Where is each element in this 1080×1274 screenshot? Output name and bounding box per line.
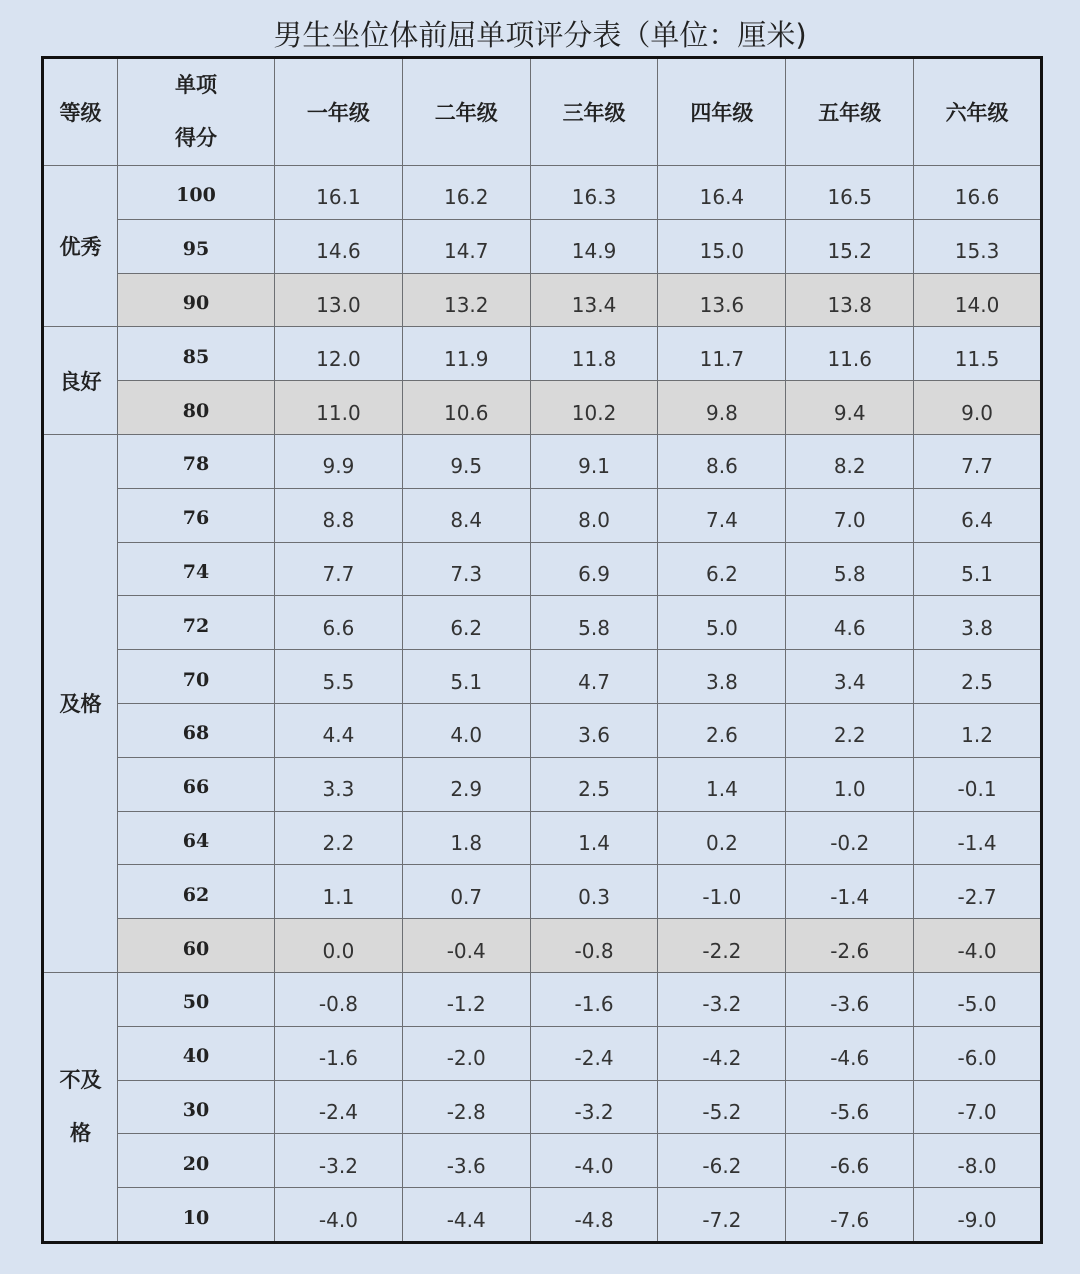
value-cell-grade-1: 6.6 (275, 596, 403, 650)
table-row (43, 1026, 1042, 1080)
value-cell-grade-4: 7.4 (658, 488, 786, 542)
value-cell-grade-6: 9.0 (914, 381, 1042, 435)
value-cell-grade-2: 8.4 (402, 488, 530, 542)
score-cell: 64 (118, 811, 275, 865)
value-cell-grade-3: 4.7 (530, 650, 658, 704)
table-row (43, 811, 1042, 865)
header-score-line2: 得分 (175, 126, 217, 150)
value-cell-grade-6: 6.4 (914, 488, 1042, 542)
header-grade-5: 五年级 (786, 58, 914, 166)
value-cell-grade-2: -2.8 (402, 1080, 530, 1134)
table-row (43, 1080, 1042, 1134)
value-cell-grade-5: 4.6 (786, 596, 914, 650)
value-cell-grade-4: -7.2 (658, 1188, 786, 1243)
level-pass: 及格 (43, 434, 118, 972)
score-cell: 80 (118, 381, 275, 435)
score-cell: 72 (118, 596, 275, 650)
value-cell-grade-2: 0.7 (402, 865, 530, 919)
value-cell-grade-5: 11.6 (786, 327, 914, 381)
value-cell-grade-1: 0.0 (275, 919, 403, 973)
value-cell-grade-3: 2.5 (530, 757, 658, 811)
table-row (43, 219, 1042, 273)
value-cell-grade-6: -5.0 (914, 972, 1042, 1026)
value-cell-grade-5: -0.2 (786, 811, 914, 865)
value-cell-grade-1: -2.4 (275, 1080, 403, 1134)
value-cell-grade-4: 3.8 (658, 650, 786, 704)
value-cell-grade-3: -4.8 (530, 1188, 658, 1243)
value-cell-grade-5: -3.6 (786, 972, 914, 1026)
value-cell-grade-6: 15.3 (914, 219, 1042, 273)
score-cell: 50 (118, 972, 275, 1026)
value-cell-grade-5: 1.0 (786, 757, 914, 811)
value-cell-grade-1: 3.3 (275, 757, 403, 811)
value-cell-grade-1: 13.0 (275, 273, 403, 327)
value-cell-grade-6: 14.0 (914, 273, 1042, 327)
level-fail-line2: 格 (70, 1120, 91, 1145)
table-row (43, 757, 1042, 811)
value-cell-grade-4: -1.0 (658, 865, 786, 919)
value-cell-grade-5: -1.4 (786, 865, 914, 919)
value-cell-grade-4: -6.2 (658, 1134, 786, 1188)
value-cell-grade-1: -3.2 (275, 1134, 403, 1188)
score-cell: 70 (118, 650, 275, 704)
score-cell: 20 (118, 1134, 275, 1188)
table-row (43, 865, 1042, 919)
value-cell-grade-3: 10.2 (530, 381, 658, 435)
value-cell-grade-3: 8.0 (530, 488, 658, 542)
value-cell-grade-2: 11.9 (402, 327, 530, 381)
value-cell-grade-1: 8.8 (275, 488, 403, 542)
score-cell: 40 (118, 1026, 275, 1080)
score-cell: 74 (118, 542, 275, 596)
table-row (43, 972, 1042, 1026)
header-grade-4: 四年级 (658, 58, 786, 166)
value-cell-grade-6: -4.0 (914, 919, 1042, 973)
value-cell-grade-6: -1.4 (914, 811, 1042, 865)
score-cell: 30 (118, 1080, 275, 1134)
value-cell-grade-3: -2.4 (530, 1026, 658, 1080)
value-cell-grade-2: 5.1 (402, 650, 530, 704)
level-fail-line1: 不及 (59, 1067, 102, 1092)
value-cell-grade-2: 2.9 (402, 757, 530, 811)
header-score (118, 58, 275, 166)
value-cell-grade-6: 16.6 (914, 166, 1042, 220)
value-cell-grade-6: -7.0 (914, 1080, 1042, 1134)
value-cell-grade-1: 12.0 (275, 327, 403, 381)
value-cell-grade-5: 8.2 (786, 434, 914, 488)
value-cell-grade-4: -3.2 (658, 972, 786, 1026)
value-cell-grade-4: 15.0 (658, 219, 786, 273)
value-cell-grade-2: 6.2 (402, 596, 530, 650)
value-cell-grade-5: 9.4 (786, 381, 914, 435)
table-row (43, 434, 1042, 488)
value-cell-grade-3: 5.8 (530, 596, 658, 650)
value-cell-grade-6: 1.2 (914, 703, 1042, 757)
level-fail (43, 972, 118, 1242)
value-cell-grade-6: -9.0 (914, 1188, 1042, 1243)
value-cell-grade-3: 1.4 (530, 811, 658, 865)
score-cell: 76 (118, 488, 275, 542)
header-level: 等级 (43, 58, 118, 166)
value-cell-grade-6: 5.1 (914, 542, 1042, 596)
value-cell-grade-4: 1.4 (658, 757, 786, 811)
value-cell-grade-3: 13.4 (530, 273, 658, 327)
value-cell-grade-1: 1.1 (275, 865, 403, 919)
table-row (43, 488, 1042, 542)
value-cell-grade-3: -0.8 (530, 919, 658, 973)
table-row (43, 650, 1042, 704)
value-cell-grade-5: -4.6 (786, 1026, 914, 1080)
value-cell-grade-3: 3.6 (530, 703, 658, 757)
value-cell-grade-6: -0.1 (914, 757, 1042, 811)
value-cell-grade-5: 2.2 (786, 703, 914, 757)
value-cell-grade-2: -1.2 (402, 972, 530, 1026)
value-cell-grade-2: 14.7 (402, 219, 530, 273)
score-cell: 10 (118, 1188, 275, 1243)
value-cell-grade-4: 11.7 (658, 327, 786, 381)
header-grade-2: 二年级 (402, 58, 530, 166)
value-cell-grade-3: 14.9 (530, 219, 658, 273)
value-cell-grade-1: -0.8 (275, 972, 403, 1026)
value-cell-grade-3: 6.9 (530, 542, 658, 596)
value-cell-grade-6: 2.5 (914, 650, 1042, 704)
table-row (43, 596, 1042, 650)
value-cell-grade-3: 9.1 (530, 434, 658, 488)
header-score-line1: 单项 (175, 73, 217, 97)
value-cell-grade-4: -5.2 (658, 1080, 786, 1134)
value-cell-grade-2: -0.4 (402, 919, 530, 973)
value-cell-grade-4: -2.2 (658, 919, 786, 973)
table-row (43, 703, 1042, 757)
value-cell-grade-6: 3.8 (914, 596, 1042, 650)
value-cell-grade-4: 5.0 (658, 596, 786, 650)
table-row (43, 542, 1042, 596)
value-cell-grade-2: 16.2 (402, 166, 530, 220)
header-grade-3: 三年级 (530, 58, 658, 166)
value-cell-grade-2: 13.2 (402, 273, 530, 327)
value-cell-grade-3: -1.6 (530, 972, 658, 1026)
level-excellent: 优秀 (43, 166, 118, 327)
level-good: 良好 (43, 327, 118, 435)
value-cell-grade-5: -7.6 (786, 1188, 914, 1243)
value-cell-grade-5: -2.6 (786, 919, 914, 973)
value-cell-grade-1: 9.9 (275, 434, 403, 488)
value-cell-grade-2: 4.0 (402, 703, 530, 757)
table-row (43, 1188, 1042, 1243)
value-cell-grade-3: 11.8 (530, 327, 658, 381)
value-cell-grade-1: 5.5 (275, 650, 403, 704)
value-cell-grade-4: 0.2 (658, 811, 786, 865)
value-cell-grade-1: 4.4 (275, 703, 403, 757)
value-cell-grade-3: -3.2 (530, 1080, 658, 1134)
score-cell: 78 (118, 434, 275, 488)
value-cell-grade-1: 7.7 (275, 542, 403, 596)
value-cell-grade-3: -4.0 (530, 1134, 658, 1188)
value-cell-grade-5: 13.8 (786, 273, 914, 327)
page-title: 男生坐位体前屈单项评分表（单位：厘米) (273, 18, 807, 52)
value-cell-grade-1: 2.2 (275, 811, 403, 865)
table-row (43, 273, 1042, 327)
value-cell-grade-5: 7.0 (786, 488, 914, 542)
value-cell-grade-1: 16.1 (275, 166, 403, 220)
value-cell-grade-5: 15.2 (786, 219, 914, 273)
value-cell-grade-5: 16.5 (786, 166, 914, 220)
value-cell-grade-3: 16.3 (530, 166, 658, 220)
value-cell-grade-4: 6.2 (658, 542, 786, 596)
score-cell: 66 (118, 757, 275, 811)
table-row (43, 1134, 1042, 1188)
score-cell: 100 (118, 166, 275, 220)
value-cell-grade-6: -8.0 (914, 1134, 1042, 1188)
value-cell-grade-5: 5.8 (786, 542, 914, 596)
value-cell-grade-6: -6.0 (914, 1026, 1042, 1080)
value-cell-grade-6: 11.5 (914, 327, 1042, 381)
value-cell-grade-4: 9.8 (658, 381, 786, 435)
header-grade-1: 一年级 (275, 58, 403, 166)
header-row (43, 58, 1042, 166)
value-cell-grade-2: -2.0 (402, 1026, 530, 1080)
value-cell-grade-5: -6.6 (786, 1134, 914, 1188)
value-cell-grade-4: 2.6 (658, 703, 786, 757)
value-cell-grade-4: -4.2 (658, 1026, 786, 1080)
score-cell: 60 (118, 919, 275, 973)
header-grade-6: 六年级 (914, 58, 1042, 166)
value-cell-grade-6: -2.7 (914, 865, 1042, 919)
scoring-table (41, 56, 1043, 1244)
value-cell-grade-1: 14.6 (275, 219, 403, 273)
value-cell-grade-1: -4.0 (275, 1188, 403, 1243)
value-cell-grade-1: -1.6 (275, 1026, 403, 1080)
table-row (43, 327, 1042, 381)
table-row (43, 381, 1042, 435)
table-row (43, 919, 1042, 973)
value-cell-grade-6: 7.7 (914, 434, 1042, 488)
score-cell: 90 (118, 273, 275, 327)
value-cell-grade-5: -5.6 (786, 1080, 914, 1134)
value-cell-grade-2: 7.3 (402, 542, 530, 596)
value-cell-grade-2: 10.6 (402, 381, 530, 435)
value-cell-grade-2: -3.6 (402, 1134, 530, 1188)
value-cell-grade-2: -4.4 (402, 1188, 530, 1243)
value-cell-grade-4: 16.4 (658, 166, 786, 220)
value-cell-grade-2: 9.5 (402, 434, 530, 488)
score-cell: 95 (118, 219, 275, 273)
value-cell-grade-4: 13.6 (658, 273, 786, 327)
score-cell: 68 (118, 703, 275, 757)
value-cell-grade-1: 11.0 (275, 381, 403, 435)
value-cell-grade-4: 8.6 (658, 434, 786, 488)
score-cell: 62 (118, 865, 275, 919)
table-row (43, 166, 1042, 220)
value-cell-grade-3: 0.3 (530, 865, 658, 919)
value-cell-grade-2: 1.8 (402, 811, 530, 865)
score-cell: 85 (118, 327, 275, 381)
value-cell-grade-5: 3.4 (786, 650, 914, 704)
